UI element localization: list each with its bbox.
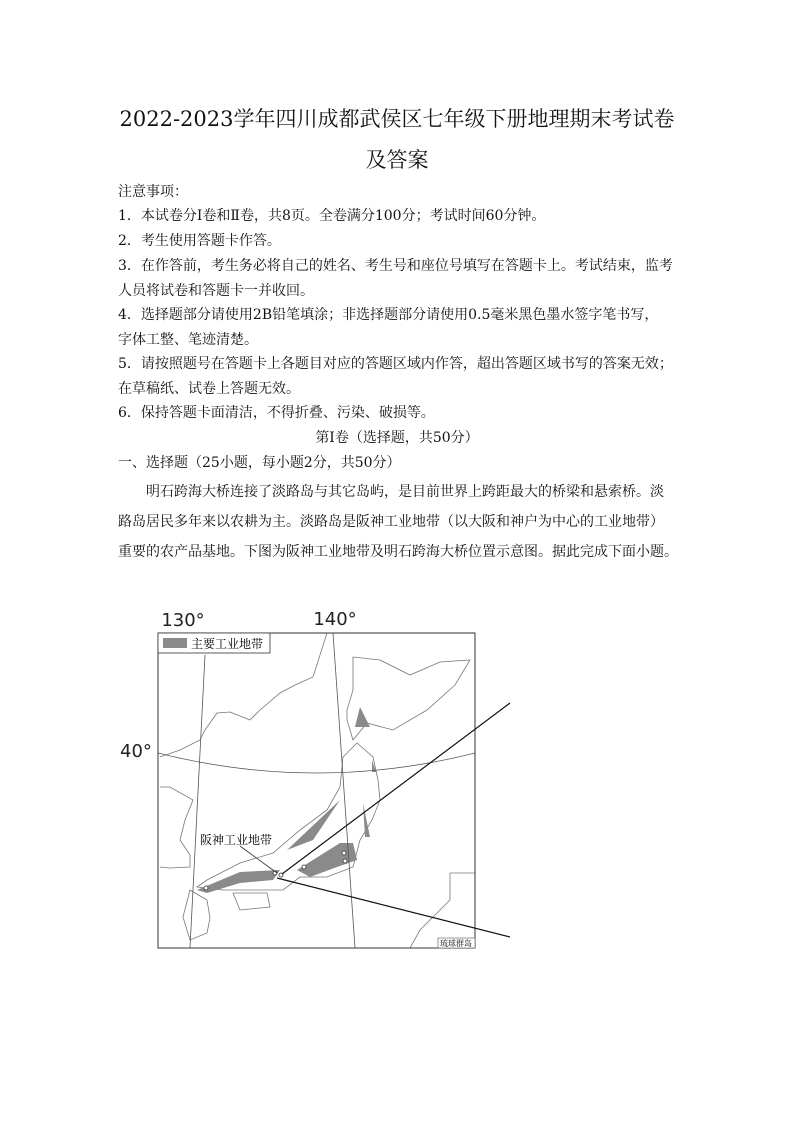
- note-line: 6．保持答题卡面清洁，不得折叠、污染、破损等。: [118, 405, 435, 421]
- note-line: 字体工整、笔迹清楚。: [118, 332, 258, 348]
- lat-40-label: 40°: [120, 741, 152, 762]
- legend-swatch: [163, 638, 187, 648]
- graticule: [158, 633, 475, 948]
- note-line: 在草稿纸、试卷上答题无效。: [118, 381, 300, 397]
- note-line: 1．本试卷分Ⅰ卷和Ⅱ卷，共8页。全卷满分100分；考试时间60分钟。: [118, 208, 546, 224]
- legend-label: 主要工业地带: [191, 637, 264, 651]
- note-line: 3．在作答前，考生务必将自己的姓名、考生号和座位号填写在答题卡上。考试结束，监考: [118, 258, 673, 274]
- section-heading: 一、选择题（25小题，每小题2分，共50分）: [118, 455, 401, 471]
- note-line: 人员将试卷和答题卡一并收回。: [118, 283, 314, 299]
- lon-130-label: 130°: [161, 610, 205, 631]
- paragraph-line: 明石跨海大桥连接了淡路岛与其它岛屿，是目前世界上跨距最大的桥梁和悬索桥。淡: [146, 484, 664, 500]
- map-frame: [158, 633, 475, 948]
- note-line: 5．请按照题号在答题卡上各题目对应的答题区域内作答，超出答题区域书写的答案无效；: [118, 356, 673, 372]
- japan-industrial-map: [110, 600, 520, 960]
- hanshin-label: 阪神工业地带: [200, 833, 273, 847]
- paragraph-line: 重要的农产品基地。下图为阪神工业地带及明石跨海大桥位置示意图。据此完成下面小题。: [118, 544, 678, 560]
- hanshin-leader-line: [240, 846, 277, 873]
- paragraph-line: 路岛居民多年来以农耕为主。淡路岛是阪神工业地带（以大阪和神户为中心的工业地带）: [118, 514, 664, 530]
- notes-heading: 注意事项：: [118, 184, 188, 200]
- coastlines: [160, 633, 475, 948]
- parallel-40: [158, 753, 475, 773]
- note-line: 2．考生使用答题卡作答。: [118, 233, 281, 249]
- part-title: 第Ⅰ卷（选择题，共50分）: [315, 430, 479, 446]
- lon-140-label: 140°: [313, 609, 357, 630]
- doc-title-line1: 2022-2023学年四川成都武侯区七年级下册地理期末考试卷: [119, 107, 675, 131]
- inset-label: 琉球群岛: [440, 939, 472, 948]
- doc-title-line2: 及答案: [365, 148, 429, 172]
- meridian-140: [333, 633, 355, 948]
- note-line: 4．选择题部分请使用2B铅笔填涂；非选择题部分请使用0.5毫米黑色墨水签字笔书写，: [118, 307, 659, 323]
